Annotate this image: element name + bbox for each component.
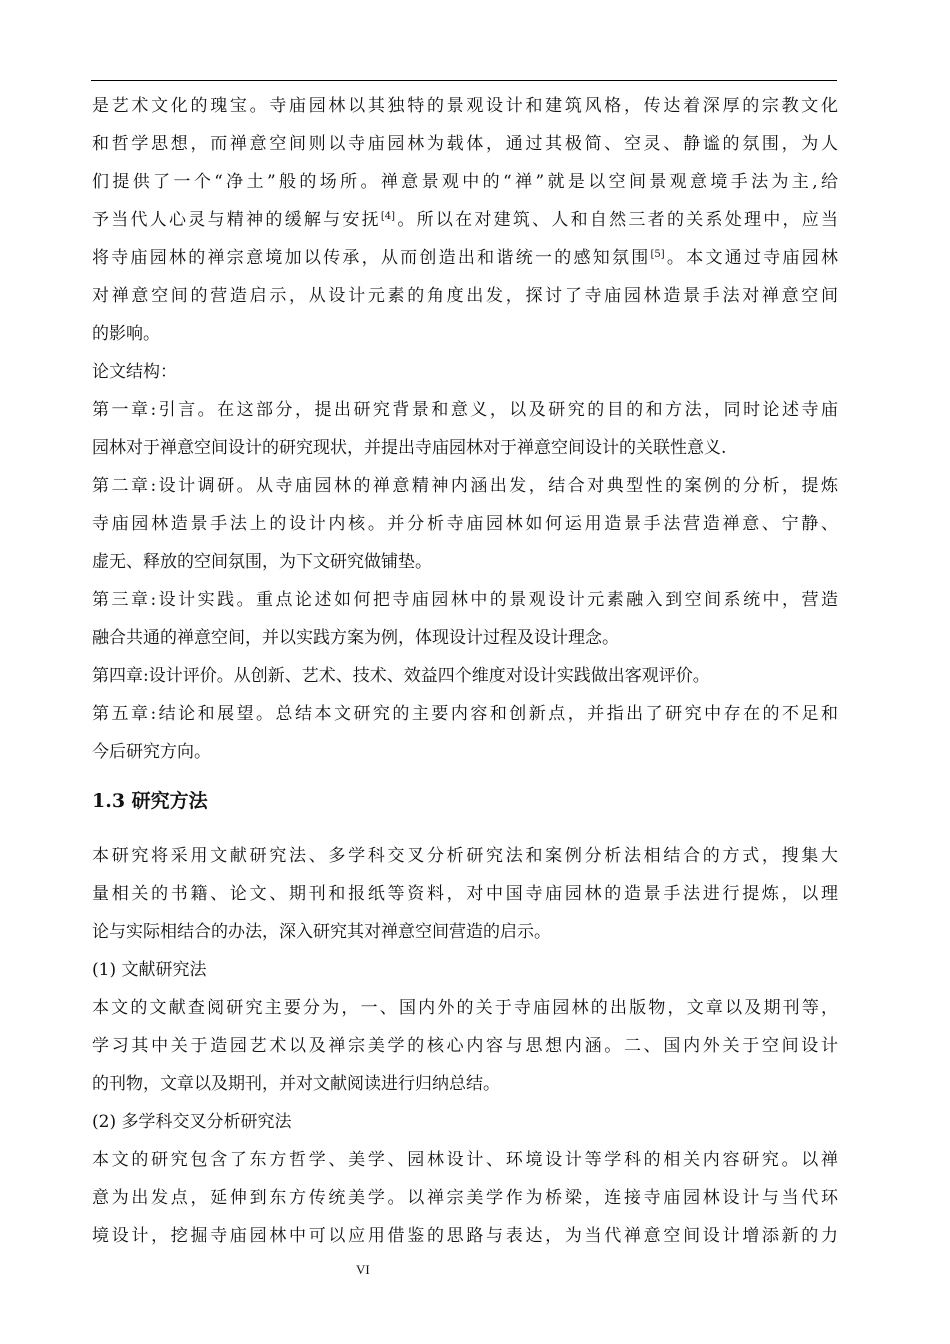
chapter-line: 第五章:结论和展望。总结本文研究的主要内容和创新点，并指出了研究中存在的不足和 xyxy=(92,704,838,724)
paragraph-line: 的影响。 xyxy=(92,324,160,344)
paragraph-line: 是艺术文化的瑰宝。寺庙园林以其独特的景观设计和建筑风格，传达着深厚的宗教文化 xyxy=(92,96,838,116)
citation-ref: [4] xyxy=(380,211,396,222)
chapter-line: 今后研究方向。 xyxy=(92,742,211,762)
paragraph-line: 的刊物，文章以及期刊，并对文献阅读进行归纳总结。 xyxy=(92,1074,500,1094)
paragraph-text: 。所以在对建筑、人和自然三者的关系处理中，应当 xyxy=(395,210,839,230)
chapter-line: 园林对于禅意空间设计的研究现状，并提出寺庙园林对于禅意空间设计的关联性意义. xyxy=(92,438,727,458)
chapter-line: 第一章:引言。在这部分，提出研究背景和意义，以及研究的目的和方法，同时论述寺庙 xyxy=(92,400,838,420)
chapter-line: 虚无、释放的空间氛围，为下文研究做铺垫。 xyxy=(92,552,432,572)
paragraph-line: 境设计，挖掘寺庙园林中可以应用借鉴的思路与表达，为当代禅意空间设计增添新的力 xyxy=(92,1226,838,1246)
chapter-line: 第四章:设计评价。从创新、艺术、技术、效益四个维度对设计实践做出客观评价。 xyxy=(92,666,710,686)
paragraph-line-with-citation xyxy=(92,246,838,270)
paragraph-line: 量相关的书籍、论文、期刊和报纸等资料，对中国寺庙园林的造景手法进行提炼，以理 xyxy=(92,884,838,904)
paragraph-line: 学习其中关于造园艺术以及禅宗美学的核心内容与思想内涵。二、国内外关于空间设计 xyxy=(92,1036,838,1056)
paragraph-line: 本文的研究包含了东方哲学、美学、园林设计、环境设计等学科的相关内容研究。以禅 xyxy=(92,1150,838,1170)
chapter-line: 第三章:设计实践。重点论述如何把寺庙园林中的景观设计元素融入到空间系统中，营造 xyxy=(92,590,838,610)
subsection-title: (1) 文献研究法 xyxy=(92,960,207,980)
subsection-title: (2) 多学科交叉分析研究法 xyxy=(92,1112,292,1132)
paragraph-line: 和哲学思想，而禅意空间则以寺庙园林为载体，通过其极简、空灵、静谧的氛围，为人 xyxy=(92,134,838,154)
paragraph-text: 将寺庙园林的禅宗意境加以传承，从而创造出和谐统一的感知氛围 xyxy=(92,248,651,268)
page-number: VI xyxy=(356,1262,370,1277)
paragraph-text: 。本文通过寺庙园林 xyxy=(664,248,838,268)
header-rule xyxy=(91,80,837,81)
structure-title: 论文结构： xyxy=(92,362,177,382)
paragraph-text: 予当代人心灵与精神的缓解与安抚 xyxy=(92,210,381,230)
chapter-line: 第二章:设计调研。从寺庙园林的禅意精神内涵出发，结合对典型性的案例的分析，提炼 xyxy=(92,476,838,496)
section-heading: 1.3 研究方法 xyxy=(92,790,208,812)
paragraph-line: 本文的文献查阅研究主要分为，一、国内外的关于寺庙园林的出版物，文章以及期刊等， xyxy=(92,998,838,1018)
paragraph-line-with-citation xyxy=(92,208,838,232)
paragraph-line: 们提供了一个“净土”般的场所。禅意景观中的“禅”就是以空间景观意境手法为主,给 xyxy=(92,172,838,192)
chapter-line: 寺庙园林造景手法上的设计内核。并分析寺庙园林如何运用造景手法营造禅意、宁静、 xyxy=(92,514,838,534)
citation-ref: [5] xyxy=(650,249,665,260)
paragraph-line: 论与实际相结合的办法，深入研究其对禅意空间营造的启示。 xyxy=(92,922,551,942)
paragraph-line: 本研究将采用文献研究法、多学科交叉分析研究法和案例分析法相结合的方式，搜集大 xyxy=(92,846,838,866)
chapter-line: 融合共通的禅意空间，并以实践方案为例，体现设计过程及设计理念。 xyxy=(92,628,619,648)
paragraph-line: 意为出发点，延伸到东方传统美学。以禅宗美学作为桥梁，连接寺庙园林设计与当代环 xyxy=(92,1188,838,1208)
paragraph-line: 对禅意空间的营造启示，从设计元素的角度出发，探讨了寺庙园林造景手法对禅意空间 xyxy=(92,286,838,306)
